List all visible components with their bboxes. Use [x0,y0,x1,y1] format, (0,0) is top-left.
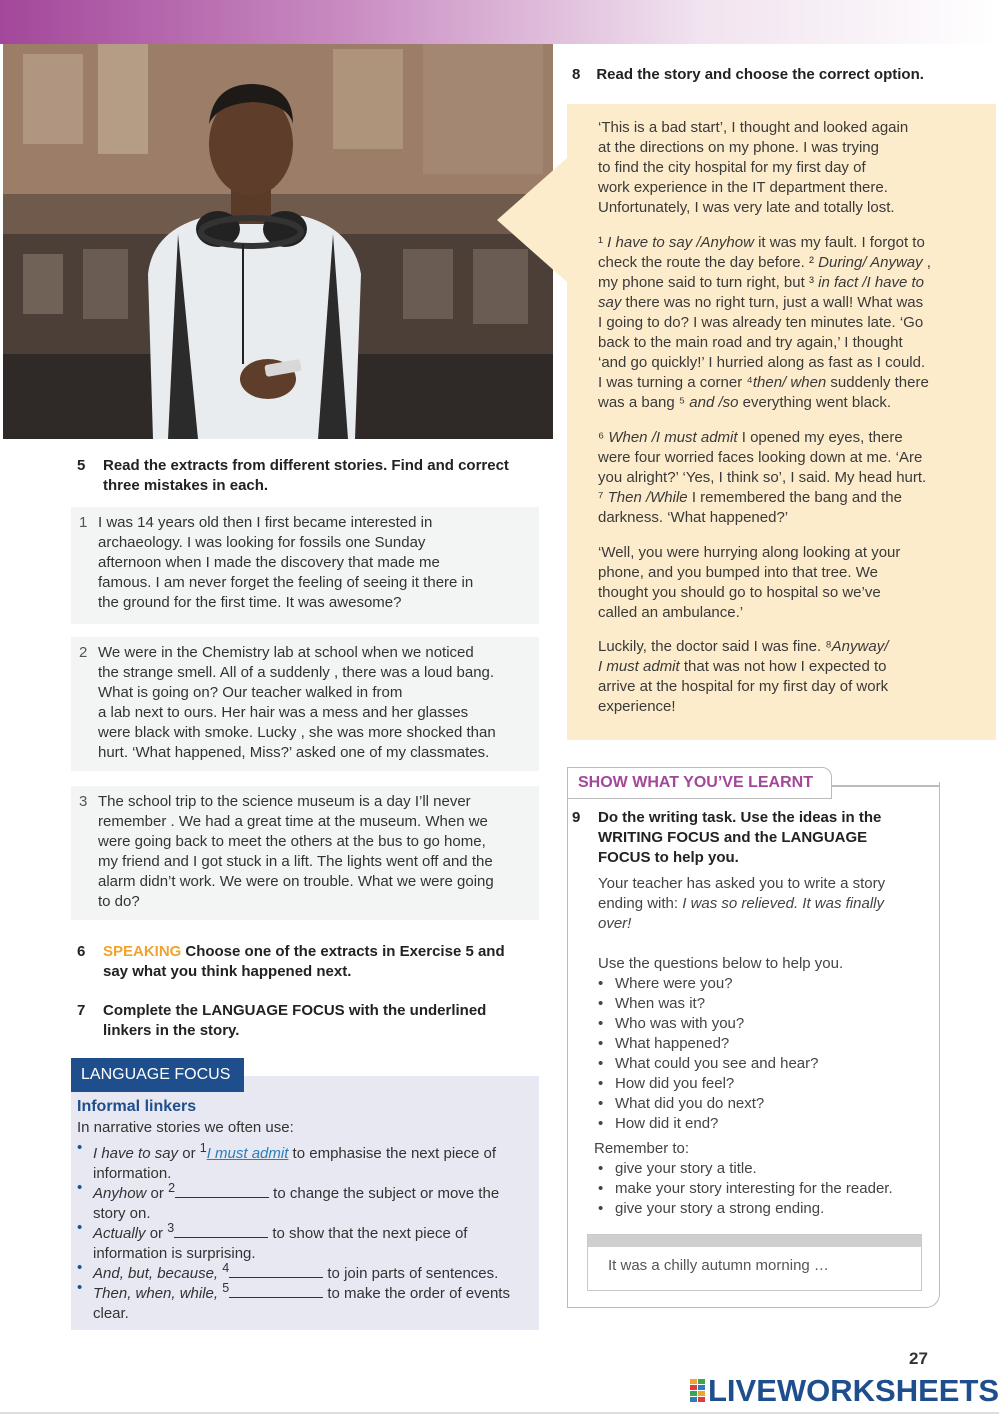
option-3[interactable]: in fact /I have to say [598,274,925,311]
extract-1 [71,507,539,624]
exercise-7-heading [77,1001,537,1043]
task-quote: I was so relieved. It was finally over! [598,895,884,932]
story-paragraph-4: ‘Well, you were hurrying along looking at your phone, and you bumped into that tree. We thought you should go to hospital so we’ve called an ambulance.’ [598,544,901,621]
story-text: I opened my eyes, there were four worried faces looking down at me. ‘Are you alright?’ ‘Yes, I think so’, I said. My head hurt. ⁷ [598,429,927,506]
gap-number: 3 [167,1221,175,1235]
story-paragraph-1: ‘This is a bad start’, I thought and looked again at the directions on my phone. I was trying to find the city hospital for my first day of work experience in the IT department there. Unfortunately, I was very late and totally lost. [598,119,909,216]
exercise-instruction: Do the writing task. Use the ideas in the WRITING FOCUS and the LANGUAGE FOCUS to help you. [598,809,882,866]
linker-text: Then, when, while, [93,1285,223,1302]
linker-text: Actually [93,1225,146,1242]
story-text: that was not how I expected to arrive at the hospital for my first day of work experience! [598,658,889,715]
linker-text: I have to say [93,1145,179,1162]
exercise-number: 6 [77,943,86,960]
gap-number: 4 [222,1261,230,1275]
exercise-5-heading [77,456,537,498]
extract-number: 1 [79,514,88,531]
option-4[interactable]: then/ when [752,374,827,391]
linker-purpose-cont: information is surprising. [93,1245,256,1262]
extract-text[interactable]: The school trip to the science museum is a day I’ll never remember . We had a great time at the museum. When we were going back to meet the others at the bus to go home, my friend and I got stuck in a lift. The lights went off and the alarm didn’t work. We were on trouble. What we were going to do? [98,793,494,910]
answer-link-1[interactable]: I must admit [206,1145,289,1162]
option-number: ¹ [598,234,608,251]
question-text: What could you see and hear? [615,1055,819,1072]
language-focus-tab: LANGUAGE FOCUS [71,1058,244,1092]
linker-item-5: • Then, when, while, $^5$ to make the order of events clear. [77,1279,510,1322]
gap-number: 1 [199,1141,207,1155]
exercise-number: 5 [77,457,86,474]
linker-or: or [146,1185,169,1202]
story-answer-box[interactable] [587,1234,922,1291]
question-text: How did it end? [615,1115,719,1132]
exercise-instruction-line2: say what you think happened next. [103,963,352,980]
question-text: What did you do next? [615,1095,765,1112]
linker-purpose: to make the order of events [323,1285,510,1302]
linker-item-2: • Anyhow or $^2$ to change the subject or move the story on. [77,1179,500,1222]
exercise-number: 9 [572,809,581,826]
exercise-6-heading [77,942,537,984]
brand-name: LIVEWORKSHEETS [708,1373,999,1408]
story-paragraph-2 [598,233,943,413]
show-what-youve-learnt-tab: SHOW WHAT YOU’VE LEARNT [567,767,832,799]
question-text: What happened? [615,1035,730,1052]
option-8[interactable]: Anyway/ I must admit [598,638,889,675]
reminder-text: give your story a title. [615,1160,757,1177]
story-text: suddenly there was a bang ⁵ [598,374,929,411]
exercise-instruction: Read the extracts from different stories. Find and correct three mistakes in each. [103,457,509,494]
question-text: When was it? [615,995,706,1012]
linker-item-3: • Actually or $^3$ to show that the next piece of information is surprising. [77,1219,468,1262]
extract-3 [71,786,539,920]
story-paragraph-5 [598,637,943,717]
question-text: How did you feel? [615,1075,735,1092]
option-1[interactable]: I have to say /Anyhow [607,234,754,251]
story-text: everything went black. [738,394,892,411]
linker-purpose: to show that the next piece of [268,1225,468,1242]
exercise-number: 8 [572,66,581,83]
answer-box-header [588,1235,921,1247]
exercise-instruction-line2: linkers in the story. [103,1022,240,1039]
exercise-instruction: Complete the LANGUAGE FOCUS with the underlined [103,1002,487,1019]
story-text: Luckily, the doctor said I was fine. ⁸ [598,638,832,655]
question-text: Where were you? [615,975,733,992]
linker-item-4: • And, but, because, $^4$ to join parts of sentences. [77,1259,499,1282]
language-focus-intro: In narrative stories we often use: [77,1119,294,1136]
reminder-text: give your story a strong ending. [615,1200,825,1217]
answer-gap-3[interactable] [174,1224,268,1238]
option-6[interactable]: When /I must admit [608,429,738,446]
exercise-instruction: Read the story and choose the correct option. [596,66,924,83]
exercise-9-heading [572,808,882,866]
linker-purpose-cont: story on. [93,1205,151,1222]
exercise-instruction: Choose one of the extracts in Exercise 5 and [185,943,505,960]
answer-gap-2[interactable] [175,1184,269,1198]
linker-text: Anyhow [93,1185,147,1202]
linker-or: or [145,1225,168,1242]
questions-intro: Use the questions below to help you. [598,955,844,972]
task-text: Your teacher has asked you to write a story ending with: [598,875,886,912]
remember-label: Remember to: [594,1140,690,1157]
linker-purpose: to change the subject or move the [269,1185,500,1202]
liveworksheets-logo[interactable] [690,1372,999,1410]
linker-purpose-cont: information. [93,1165,172,1182]
option-number: ⁶ [598,429,609,446]
gap-number: 5 [222,1281,230,1295]
exercise-number: 7 [77,1002,86,1019]
linker-purpose: to join parts of sentences. [323,1265,499,1282]
page-number: 27 [909,1349,928,1368]
option-2[interactable]: During/ Anyway [818,254,923,271]
reminder-text: make your story interesting for the reader. [615,1180,893,1197]
option-5[interactable]: and /so [689,394,739,411]
story-text: I remembered the bang and the darkness. ‘What happened?’ [598,489,902,526]
box-top-border [832,785,940,787]
story-text: , my phone said to turn right, but ³ [598,254,931,291]
extract-text[interactable]: We were in the Chemistry lab at school when we noticed the strange smell. All of a suddenly , there was a loud bang. What is going on? Our teacher walked in from a lab next to ours. Her hair was a mess and her glasses were black with smoke. Lucky , she was more shocked than hurt. ‘What happened, Miss?’ asked one of my classmates. [98,644,496,761]
answer-placeholder: It was a chilly autumn morning … [608,1257,829,1274]
answer-gap-5[interactable] [229,1284,323,1298]
linker-item-1: • I have to say or $^1$I must admit to emphasise the next piece of information. [77,1139,497,1182]
extract-text[interactable]: I was 14 years old then I first became interested in archaeology. I was looking for fossils one Sunday afternoon when I made the discovery that made me famous. I am never forget the feeling of seeing it there in the ground for the first time. It was awesome? [98,514,474,611]
linker-or: or [178,1145,200,1162]
gap-number: 2 [168,1181,176,1195]
option-7[interactable]: Then /While [607,489,688,506]
speaking-label: SPEAKING [103,943,182,960]
question-text: Who was with you? [615,1015,745,1032]
logo-cube-icon [690,1379,706,1401]
story-speech-pointer [497,158,567,282]
story-paragraph-3 [598,428,943,528]
extract-2 [71,637,539,771]
linker-purpose: to emphasise the next piece of [288,1145,497,1162]
extract-number: 2 [79,644,88,661]
writing-task [598,874,918,934]
top-color-band [0,0,999,44]
story-text: it was my fault. I forgot to check the route the day before. ² [598,234,925,271]
linker-purpose-cont: clear. [93,1305,129,1322]
extract-number: 3 [79,793,88,810]
photo-student-with-phone [3,44,553,439]
story-text: there was no right turn, just a wall! What was I going to do? I was already ten minutes late. ‘Go back to the main road and try again,’ I thought ‘and go quickly!’ I hurried along as fast as I could. I was turning a corner ⁴ [598,294,926,391]
linker-text: And, but, because, [93,1265,223,1282]
answer-gap-4[interactable] [229,1264,323,1278]
exercise-8-heading [572,66,924,83]
language-focus-title: Informal linkers [77,1098,197,1115]
